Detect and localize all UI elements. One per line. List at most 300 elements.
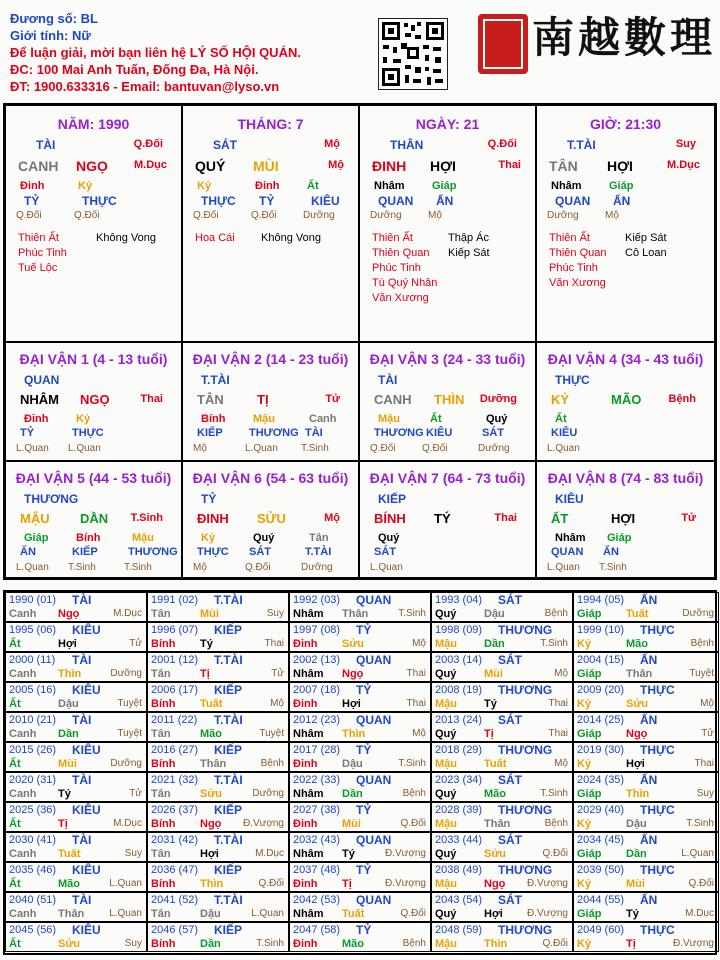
year-stage: Suy xyxy=(124,848,142,859)
year-stem: Bính xyxy=(151,878,176,890)
hidden-stage: Mộ xyxy=(193,443,207,454)
year-stage: T.Sinh xyxy=(540,788,568,799)
year-label: 1996 (07) xyxy=(151,624,199,636)
year-branch: Mùi xyxy=(484,668,503,680)
hidden-ten-god: THƯƠNG xyxy=(128,546,178,558)
year-stage: Đ.Vượng xyxy=(384,848,426,859)
year-stem: Bính xyxy=(151,698,176,710)
year-cell xyxy=(5,892,147,922)
year-ten-god: ẤN xyxy=(640,833,658,847)
hidden-stem: Mậu xyxy=(132,532,154,544)
year-ten-god: SÁT xyxy=(498,893,522,907)
year-stage: Tử xyxy=(701,728,714,739)
earthly-branch: NGỌ xyxy=(76,158,108,174)
ten-god-label: QUAN xyxy=(24,373,60,387)
year-cell xyxy=(431,802,573,832)
year-label: 1995 (06) xyxy=(9,624,57,636)
year-stage: Tử xyxy=(271,668,284,679)
ten-god-label: THÂN xyxy=(390,138,424,152)
year-stem: Đinh xyxy=(293,698,318,710)
year-stem: Bính xyxy=(151,938,176,950)
year-ten-god: THỰC xyxy=(640,923,675,937)
hidden-ten-god: KIÊU xyxy=(311,194,340,208)
hidden-ten-god: TỶ xyxy=(259,194,275,208)
year-stage: Đ.Vượng xyxy=(242,818,284,829)
year-stem: Đinh xyxy=(293,758,318,770)
hidden-ten-god: THỰC xyxy=(197,546,229,558)
hidden-ten-god: KIÊU xyxy=(551,427,578,439)
ten-god-label: TÀI xyxy=(36,138,56,152)
year-cell xyxy=(147,832,289,862)
hidden-stem: Canh xyxy=(309,413,337,425)
year-branch: Sửu xyxy=(484,848,507,860)
year-branch: Tị xyxy=(626,938,636,950)
year-stem: Ất xyxy=(9,638,21,650)
year-branch: Dần xyxy=(342,788,363,800)
year-branch: Thìn xyxy=(484,938,508,950)
year-stem: Ất xyxy=(9,938,21,950)
year-stage: Bệnh xyxy=(402,938,426,949)
year-label: 2013 (24) xyxy=(435,714,483,726)
year-ten-god: TỶ xyxy=(356,803,372,817)
year-label: 2019 (30) xyxy=(577,744,625,756)
hidden-stem: Giáp xyxy=(24,532,49,544)
year-cell xyxy=(431,592,573,622)
auspicious-star: Phúc Tinh xyxy=(372,262,421,274)
year-stage: L.Quan xyxy=(681,848,714,859)
year-label: 2006 (17) xyxy=(151,684,199,696)
year-label: 2048 (59) xyxy=(435,924,483,936)
year-stage: Thai xyxy=(406,698,426,709)
pillar-title: NGÀY: 21 xyxy=(415,116,480,132)
year-label: 2039 (50) xyxy=(577,864,625,876)
year-ten-god: THƯƠNG xyxy=(498,683,553,697)
year-ten-god: SÁT xyxy=(498,773,522,787)
earthly-branch: MÃO xyxy=(611,392,642,407)
contact-phone-email: ĐT: 1900.633316 - Email: bantuvan@lyso.vn xyxy=(10,79,280,94)
year-branch: Sửu xyxy=(200,788,223,800)
year-stage: Mộ xyxy=(554,668,568,679)
year-stem: Tân xyxy=(151,608,171,620)
year-stem: Giáp xyxy=(577,728,602,740)
year-ten-god: ẤN xyxy=(640,773,658,787)
year-stem: Canh xyxy=(9,788,37,800)
year-ten-god: QUAN xyxy=(356,713,392,727)
year-stage: Đ.Vượng xyxy=(672,938,714,949)
year-cell xyxy=(573,862,719,892)
hidden-stage: L.Quan xyxy=(16,562,49,573)
year-cell xyxy=(573,892,719,922)
year-branch: Ngọ xyxy=(626,728,648,740)
year-label: 2022 (33) xyxy=(293,774,341,786)
earthly-branch: DẦN xyxy=(80,511,109,526)
year-label: 2038 (49) xyxy=(435,864,483,876)
year-cell xyxy=(147,622,289,652)
year-stem: Tân xyxy=(151,668,171,680)
auspicious-star: Tú Quý Nhân xyxy=(372,277,438,289)
year-ten-god: KIẾP xyxy=(214,923,243,937)
year-branch: Hợi xyxy=(200,848,219,860)
year-cell xyxy=(573,742,719,772)
hidden-ten-god: THỰC xyxy=(82,194,117,208)
year-branch: Tý xyxy=(342,848,355,860)
year-branch: Dần xyxy=(200,938,221,950)
year-stage: T.Sinh xyxy=(398,608,426,619)
year-ten-god: QUAN xyxy=(356,773,392,787)
auspicious-star: Phúc Tinh xyxy=(549,262,598,274)
hidden-stem: Kỷ xyxy=(197,180,212,192)
year-ten-god: TÀI xyxy=(72,653,92,667)
pillar-cell xyxy=(182,105,359,342)
year-cell xyxy=(573,802,719,832)
year-cell xyxy=(289,712,431,742)
year-ten-god: T.TÀI xyxy=(214,833,243,847)
year-ten-god: KIÊU xyxy=(72,923,101,937)
year-stem: Quý xyxy=(435,728,457,740)
year-stem: Nhâm xyxy=(293,908,324,920)
year-stage: L.Quan xyxy=(251,908,284,919)
year-ten-god: ẤN xyxy=(640,593,658,607)
year-cell xyxy=(147,772,289,802)
year-branch: Tuất xyxy=(484,758,507,770)
year-ten-god: T.TÀI xyxy=(214,593,243,607)
year-cell xyxy=(289,622,431,652)
auspicious-star: Tuế Lộc xyxy=(18,262,58,274)
hidden-stem: Giáp xyxy=(609,180,634,192)
year-label: 2004 (15) xyxy=(577,654,625,666)
year-label: 2018 (29) xyxy=(435,744,483,756)
year-ten-god: THƯƠNG xyxy=(498,743,553,757)
year-stem: Ất xyxy=(9,758,21,770)
year-branch: Tuất xyxy=(626,608,649,620)
life-stage: Tử xyxy=(325,393,340,405)
year-ten-god: ẤN xyxy=(640,653,658,667)
year-cell xyxy=(431,922,573,952)
year-branch: Thân xyxy=(484,818,511,830)
hidden-stage: Mộ xyxy=(193,562,207,573)
heavenly-stem: ẤT xyxy=(551,511,569,526)
year-stage: Tuyệt xyxy=(117,728,142,739)
life-stage: Thai xyxy=(498,159,521,171)
hidden-stem: Giáp xyxy=(607,532,632,544)
year-ten-god: T.TÀI xyxy=(214,893,243,907)
stem-stage: Suy xyxy=(675,138,696,150)
year-label: 1998 (09) xyxy=(435,624,483,636)
luck-pillar-cell xyxy=(5,461,182,578)
heavenly-stem: QUÝ xyxy=(195,158,226,174)
hidden-stage: Dưỡng xyxy=(303,210,335,221)
year-stage: Suy xyxy=(696,788,714,799)
year-stage: T.Sinh xyxy=(686,818,714,829)
year-stage: Mộ xyxy=(554,758,568,769)
year-ten-god: KIẾP xyxy=(214,803,243,817)
hidden-stage: L.Quan xyxy=(16,443,49,454)
year-stage: Dưỡng xyxy=(110,668,142,679)
hidden-stem: Tân xyxy=(309,532,329,544)
year-stage: Đ.Vượng xyxy=(384,878,426,889)
hidden-stage: Q.Đối xyxy=(422,443,448,454)
year-stage: L.Quan xyxy=(109,908,142,919)
year-stem: Bính xyxy=(151,638,176,650)
year-branch: Dần xyxy=(626,848,647,860)
luck-pillar-title: ĐẠI VẬN 7 (64 - 73 tuổi) xyxy=(369,470,526,486)
year-stage: Bệnh xyxy=(402,788,426,799)
year-stem: Tân xyxy=(151,848,171,860)
hidden-stage: Dưỡng xyxy=(370,210,402,221)
year-ten-god: TỶ xyxy=(356,923,372,937)
year-stage: Mộ xyxy=(412,638,426,649)
year-label: 2041 (52) xyxy=(151,894,199,906)
year-cell xyxy=(5,862,147,892)
year-stage: Thai xyxy=(548,728,568,739)
hidden-stage: L.Quan xyxy=(245,443,278,454)
auspicious-star: Hoa Cái xyxy=(195,232,235,244)
year-ten-god: TỶ xyxy=(356,743,372,757)
year-branch: Mão xyxy=(58,878,80,890)
year-ten-god: THƯƠNG xyxy=(498,863,553,877)
year-stage: T.Sinh xyxy=(398,758,426,769)
pillar-title: NĂM: 1990 xyxy=(57,116,130,132)
year-label: 2026 (37) xyxy=(151,804,199,816)
year-cell xyxy=(573,712,719,742)
year-stem: Kỷ xyxy=(577,878,592,890)
year-stage: Suy xyxy=(266,608,284,619)
stem-stage: Q.Đối xyxy=(133,138,163,150)
hidden-ten-god: THỰC xyxy=(201,194,236,208)
year-stem: Nhâm xyxy=(293,848,324,860)
year-stem: Giáp xyxy=(577,608,602,620)
year-label: 2032 (43) xyxy=(293,834,341,846)
year-cell xyxy=(431,772,573,802)
year-stem: Mậu xyxy=(435,698,457,710)
year-stem: Giáp xyxy=(577,908,602,920)
hidden-stem: Bính xyxy=(201,413,226,425)
year-branch: Dần xyxy=(58,728,79,740)
pillar-cell xyxy=(5,105,182,342)
year-stage: Tử xyxy=(129,638,142,649)
year-ten-god: KIẾP xyxy=(214,623,243,637)
year-stage: Q.Đối xyxy=(400,818,426,829)
year-branch: Thân xyxy=(626,668,653,680)
hidden-ten-god: QUAN xyxy=(551,546,584,558)
year-stem: Giáp xyxy=(577,788,602,800)
life-stage: Thai xyxy=(494,512,517,524)
year-cell xyxy=(5,592,147,622)
year-ten-god: T.TÀI xyxy=(214,653,243,667)
year-ten-god: QUAN xyxy=(356,653,392,667)
hidden-ten-god: ẤN xyxy=(20,546,36,558)
year-cell xyxy=(573,622,719,652)
year-branch: Thìn xyxy=(626,788,650,800)
hidden-stem: Ất xyxy=(307,180,319,192)
hidden-ten-god: THƯƠNG xyxy=(249,427,299,439)
hidden-stage: Dưỡng xyxy=(301,562,333,573)
year-stage: Thai xyxy=(548,698,568,709)
year-label: 2008 (19) xyxy=(435,684,483,696)
hidden-stage: T.Sinh xyxy=(301,443,329,454)
year-ten-god: T.TÀI xyxy=(214,773,243,787)
year-ten-god: TÀI xyxy=(72,593,92,607)
luck-pillar-cell xyxy=(182,461,359,578)
year-label: 2016 (27) xyxy=(151,744,199,756)
year-cell xyxy=(289,832,431,862)
life-stage: Bệnh xyxy=(668,393,696,405)
year-cell xyxy=(147,892,289,922)
year-stem: Tân xyxy=(151,908,171,920)
year-ten-god: KIÊU xyxy=(72,863,101,877)
year-cell xyxy=(5,832,147,862)
year-stem: Mậu xyxy=(435,758,457,770)
year-ten-god: THỰC xyxy=(640,803,675,817)
year-ten-god: QUAN xyxy=(356,833,392,847)
year-label: 2002 (13) xyxy=(293,654,341,666)
year-branch: Hợi xyxy=(484,908,503,920)
year-stage: M.Dục xyxy=(113,608,142,619)
year-cell xyxy=(147,592,289,622)
hidden-stage: L.Quan xyxy=(547,443,580,454)
year-label: 2017 (28) xyxy=(293,744,341,756)
inauspicious-star: Không Vong xyxy=(96,232,156,244)
ten-god-label: TỶ xyxy=(201,492,217,506)
year-label: 2020 (31) xyxy=(9,774,57,786)
year-cell xyxy=(573,922,719,952)
year-stem: Kỷ xyxy=(577,818,592,830)
hidden-stage: Q.Đối xyxy=(245,562,271,573)
year-branch: Tý xyxy=(58,788,71,800)
heavenly-stem: CANH xyxy=(374,392,412,407)
heavenly-stem: CANH xyxy=(18,158,59,174)
header xyxy=(0,0,720,100)
year-stage: Đ.Vượng xyxy=(526,878,568,889)
year-label: 2009 (20) xyxy=(577,684,625,696)
auspicious-star: Văn Xương xyxy=(549,277,606,289)
earthly-branch: NGỌ xyxy=(80,392,110,407)
year-cell xyxy=(147,862,289,892)
year-ten-god: QUAN xyxy=(356,593,392,607)
red-seal-icon xyxy=(478,14,528,74)
auspicious-star: Thiên Quan xyxy=(549,247,607,259)
year-cell xyxy=(5,652,147,682)
year-label: 2034 (45) xyxy=(577,834,625,846)
year-branch: Sửu xyxy=(342,638,365,650)
hidden-ten-god: ẤN xyxy=(613,194,631,208)
hidden-ten-god: KIÊU xyxy=(426,427,453,439)
year-ten-god: KIẾP xyxy=(214,743,243,757)
contact-address: ĐC: 100 Mai Anh Tuấn, Đống Đa, Hà Nội. xyxy=(10,62,259,77)
year-ten-god: SÁT xyxy=(498,833,522,847)
year-branch: Thân xyxy=(58,908,85,920)
year-ten-god: THỰC xyxy=(640,863,675,877)
year-branch: Thân xyxy=(342,608,369,620)
annual-luck-table xyxy=(3,590,717,955)
year-label: 2040 (51) xyxy=(9,894,57,906)
year-label: 1993 (04) xyxy=(435,594,483,606)
hidden-ten-god: TÀI xyxy=(305,427,323,439)
stem-stage: Q.Đối xyxy=(487,138,517,150)
year-stem: Tân xyxy=(151,728,171,740)
year-stem: Kỷ xyxy=(577,938,592,950)
hidden-stem: Mậu xyxy=(253,413,275,425)
year-stem: Đinh xyxy=(293,638,318,650)
year-stem: Ất xyxy=(9,818,21,830)
heavenly-stem: BÍNH xyxy=(374,511,406,526)
life-stage: M.Dục xyxy=(667,159,700,171)
hidden-stem: Mậu xyxy=(378,413,400,425)
year-branch: Thìn xyxy=(58,668,82,680)
year-ten-god: ẤN xyxy=(640,713,658,727)
year-branch: Dậu xyxy=(484,608,505,620)
year-cell xyxy=(573,652,719,682)
year-label: 2029 (40) xyxy=(577,804,625,816)
year-stem: Nhâm xyxy=(293,608,324,620)
year-stem: Đinh xyxy=(293,878,318,890)
year-stem: Kỷ xyxy=(577,638,592,650)
year-label: 2036 (47) xyxy=(151,864,199,876)
year-stem: Nhâm xyxy=(293,728,324,740)
year-ten-god: TÀI xyxy=(72,833,92,847)
year-stem: Đinh xyxy=(293,938,318,950)
life-stage: Dưỡng xyxy=(479,393,517,405)
auspicious-star: Phúc Tinh xyxy=(18,247,67,259)
year-branch: Mão xyxy=(200,728,222,740)
hidden-stage: Mộ xyxy=(605,210,619,221)
year-stage: Bệnh xyxy=(260,758,284,769)
year-cell xyxy=(5,802,147,832)
year-stem: Nhâm xyxy=(293,668,324,680)
year-cell xyxy=(289,682,431,712)
luck-pillar-cell xyxy=(359,461,536,578)
four-pillars-chart xyxy=(3,103,717,580)
year-branch: Dậu xyxy=(342,758,363,770)
year-label: 2023 (34) xyxy=(435,774,483,786)
heavenly-stem: ĐINH xyxy=(197,511,229,526)
luck-pillar-cell xyxy=(536,461,715,578)
year-label: 2007 (18) xyxy=(293,684,341,696)
ten-god-label: KIẾP xyxy=(378,492,407,506)
year-stem: Bính xyxy=(151,818,176,830)
year-branch: Ngọ xyxy=(342,668,364,680)
year-cell xyxy=(289,922,431,952)
year-label: 2037 (48) xyxy=(293,864,341,876)
year-cell xyxy=(431,682,573,712)
ten-god-label: TÀI xyxy=(378,373,398,387)
luck-pillar-title: ĐẠI VẬN 4 (34 - 43 tuổi) xyxy=(547,351,704,367)
year-stem: Canh xyxy=(9,728,37,740)
hidden-ten-god: QUAN xyxy=(555,194,591,208)
hidden-ten-god: ẤN xyxy=(603,546,619,558)
hidden-stage: T.Sinh xyxy=(599,562,627,573)
year-label: 2049 (60) xyxy=(577,924,625,936)
year-branch: Hợi xyxy=(626,758,645,770)
year-stem: Mậu xyxy=(435,638,457,650)
year-ten-god: ẤN xyxy=(640,893,658,907)
year-stem: Giáp xyxy=(577,848,602,860)
hidden-stem: Giáp xyxy=(432,180,457,192)
year-cell xyxy=(289,802,431,832)
earthly-branch: SỬU xyxy=(257,511,286,526)
year-branch: Dần xyxy=(484,638,505,650)
year-branch: Tý xyxy=(200,638,213,650)
owner-gender: Giới tính: Nữ xyxy=(10,28,91,43)
hidden-stem: Kỷ xyxy=(201,532,216,544)
year-branch: Tị xyxy=(342,878,352,890)
year-stem: Nhâm xyxy=(293,788,324,800)
year-stem: Kỷ xyxy=(577,698,592,710)
year-cell xyxy=(289,772,431,802)
hidden-stem: Đinh xyxy=(255,180,280,192)
year-label: 1991 (02) xyxy=(151,594,199,606)
luck-pillar-title: ĐẠI VẬN 6 (54 - 63 tuổi) xyxy=(192,470,349,486)
